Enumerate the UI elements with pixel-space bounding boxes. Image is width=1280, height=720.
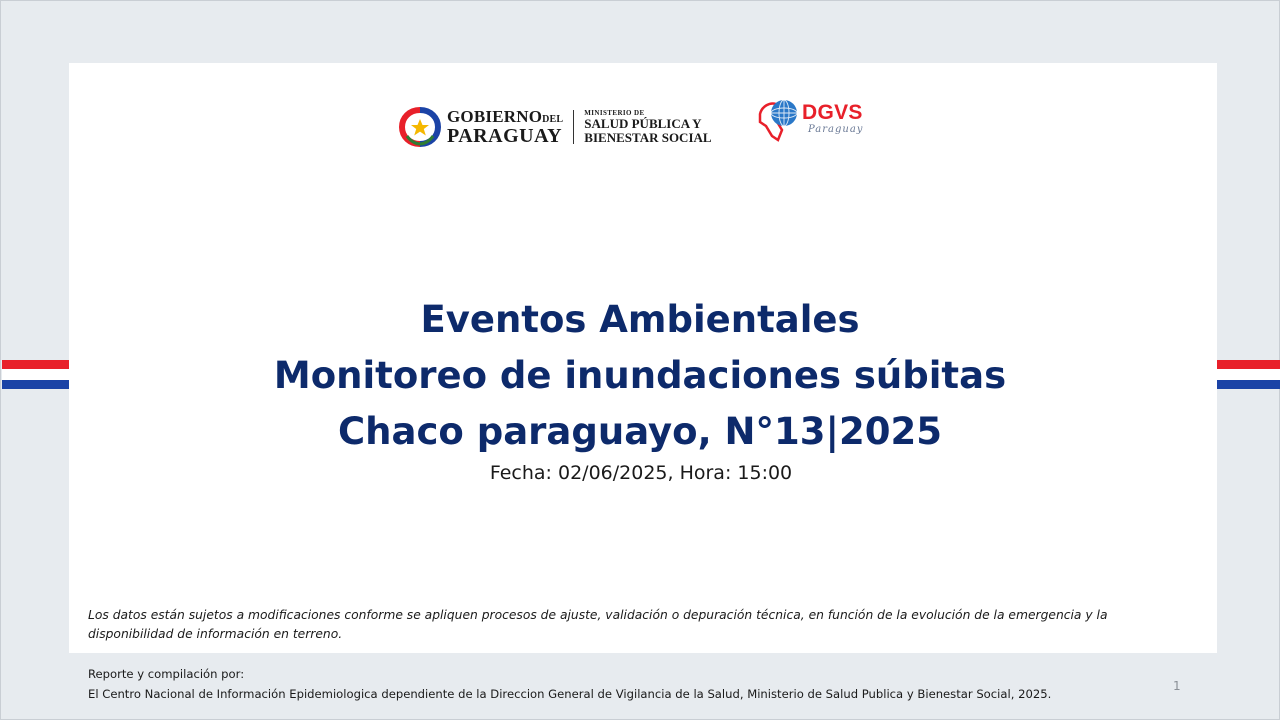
government-logo [399, 106, 712, 148]
dgvs-wordmark [802, 102, 863, 135]
title-line-3: Chaco paraguayo, N°13|2025 [338, 410, 942, 453]
page-title [0, 292, 1280, 460]
title-line-2: Monitoreo de inundaciones súbitas [273, 354, 1007, 397]
gov-line1-small: DEL [542, 114, 564, 125]
ministry-wordmark [584, 110, 711, 145]
gov-line2: PARAGUAY [447, 125, 563, 147]
national-seal-icon [399, 106, 441, 148]
credit-body: El Centro Nacional de Información Epidemiologica dependiente de la Direccion General de Vigilancia de la Salud, Ministerio de Salud Publica y Bienestar Social, 2025. [88, 687, 1052, 701]
ministry-line2: SALUD PÚBLICA Y [584, 116, 702, 132]
dgvs-subtitle: Paraguay [808, 124, 864, 135]
ministry-line3: BIENESTAR SOCIAL [584, 129, 712, 145]
government-wordmark [447, 108, 563, 146]
title-line-1: Eventos Ambientales [420, 298, 860, 341]
dgvs-title: DGVS [802, 101, 863, 124]
disclaimer-text: Los datos están sujetos a modificaciones conforme se apliquen procesos de ajuste, validación o depuración técnica, en función de la evolución de la emergencia y la disponibilidad de información en terreno. [88, 608, 1108, 641]
logo-divider [573, 110, 574, 144]
globe-map-icon [756, 96, 802, 144]
gov-line1: GOBIERNO [447, 107, 543, 126]
dgvs-logo [756, 96, 863, 146]
ministry-line1: MINISTERIO DE [584, 108, 645, 117]
report-date: Fecha: 02/06/2025, Hora: 15:00 [489, 462, 793, 484]
credit-heading: Reporte y compilación por: [88, 667, 245, 681]
page-number: 1 [1173, 679, 1181, 693]
credit-block [88, 664, 1178, 704]
